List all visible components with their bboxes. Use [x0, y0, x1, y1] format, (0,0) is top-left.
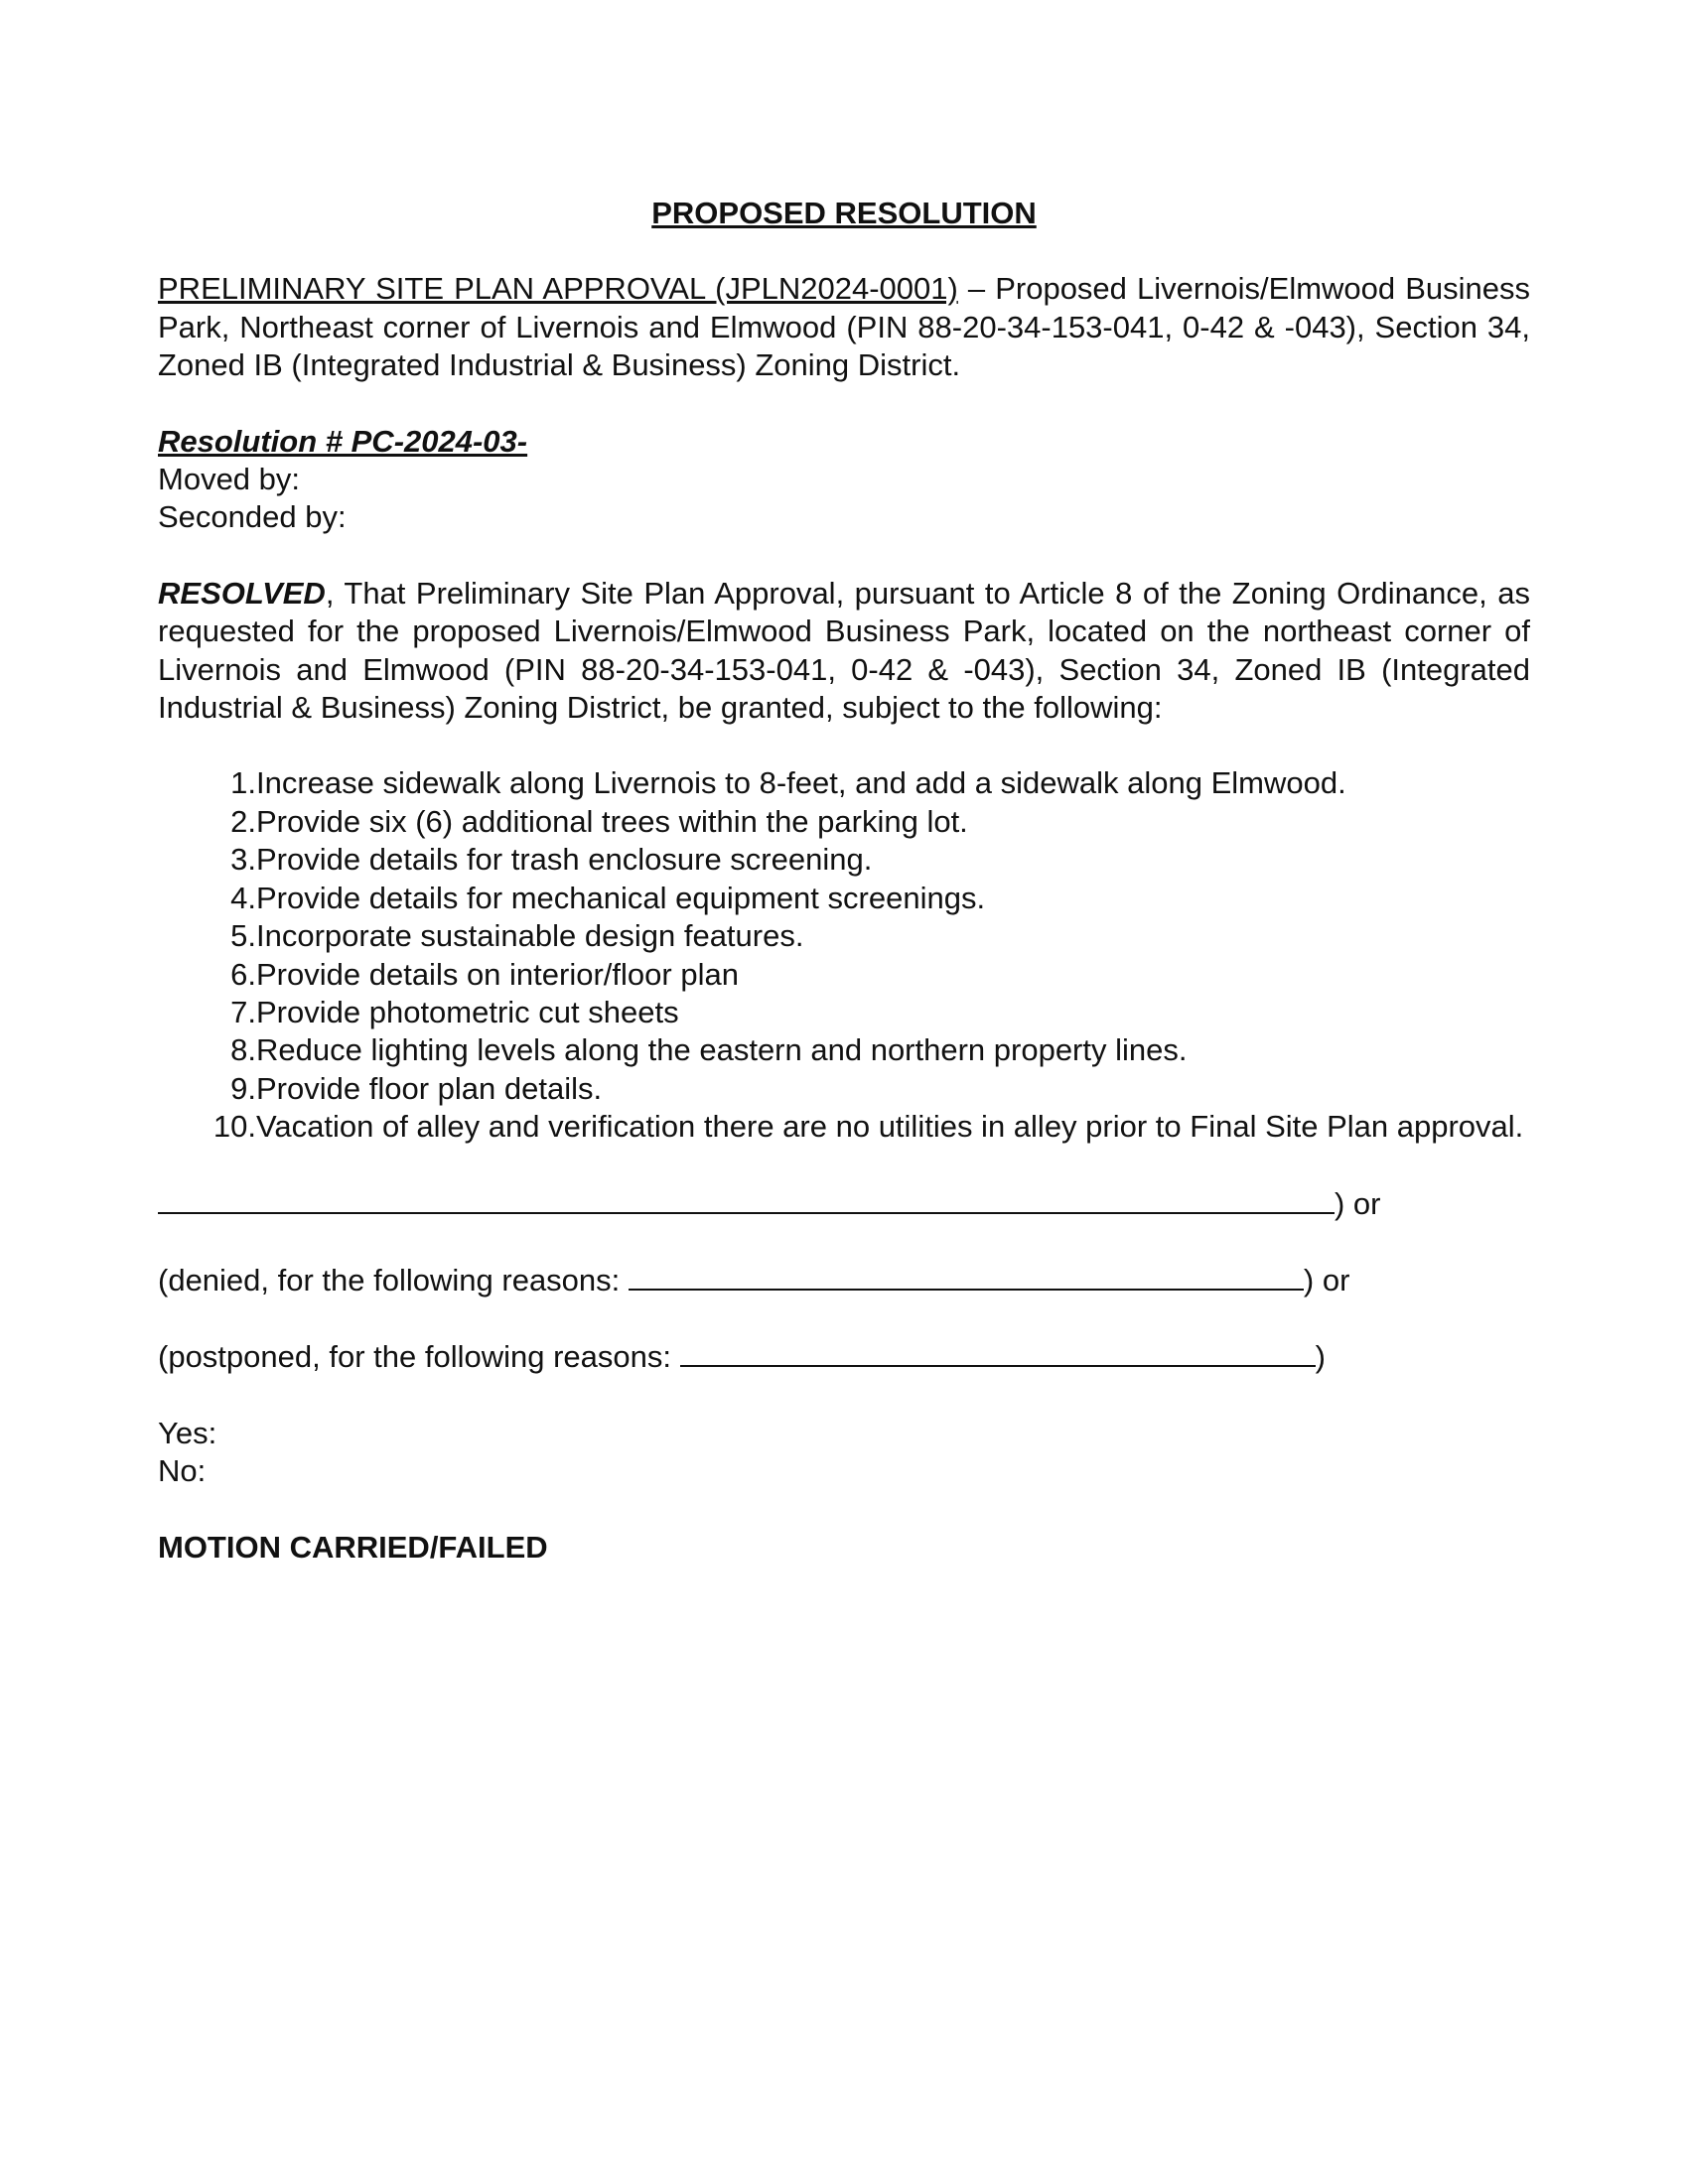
- approval-suffix: ) or: [1335, 1185, 1381, 1221]
- postponed-line: [158, 1337, 1530, 1376]
- list-item-text: Increase sidewalk along Livernois to 8-feet, and add a sidewalk along Elmwood.: [256, 765, 1346, 801]
- postponed-suffix: ): [1315, 1339, 1326, 1375]
- list-item: [158, 994, 1530, 1031]
- list-item: [158, 1108, 1530, 1146]
- list-item-number: 9.: [230, 1070, 256, 1106]
- list-item-text: Incorporate sustainable design features.: [256, 918, 804, 954]
- postponed-label: (postponed, for the following reasons:: [158, 1339, 680, 1375]
- resolved-keyword: RESOLVED: [158, 575, 326, 611]
- approval-blank-line: [158, 1184, 1530, 1223]
- postponed-underline: [680, 1337, 1316, 1367]
- intro-lead: PRELIMINARY SITE PLAN APPROVAL (JPLN2024-0001): [158, 271, 958, 307]
- list-item-text: Provide floor plan details.: [256, 1070, 603, 1106]
- resolution-number: Resolution # PC-2024-03-: [158, 423, 528, 459]
- seconded-by: Seconded by:: [158, 499, 347, 535]
- conditions-list: [158, 764, 1530, 1146]
- list-item-text: Provide details on interior/floor plan: [256, 956, 739, 992]
- list-item: [158, 956, 1530, 994]
- list-item-text: Provide photometric cut sheets: [256, 994, 679, 1029]
- list-item-number: 10.: [212, 1109, 256, 1145]
- denied-suffix: ) or: [1303, 1262, 1350, 1297]
- no-votes: No:: [158, 1453, 207, 1489]
- list-item-number: 3.: [230, 842, 256, 878]
- approval-underline: [158, 1184, 1335, 1214]
- document-page: [158, 195, 1530, 1567]
- list-item: [158, 880, 1530, 917]
- list-item: [158, 1031, 1530, 1069]
- resolved-paragraph: [158, 575, 1530, 728]
- votes-block: [158, 1415, 1530, 1491]
- intro-text: – Proposed Livernois/Elmwood Business Park, Northeast corner of Livernois and Elmwood (PIN 88-20-34-153-041, 0-42 & -043), Section 34, Zoned IB (Integrated Industrial & Business) Zoning District.: [158, 271, 1530, 383]
- list-item-number: 4.: [230, 880, 256, 915]
- list-item-number: 2.: [230, 803, 256, 839]
- list-item: [158, 841, 1530, 879]
- list-item: [158, 803, 1530, 841]
- list-item-text: Vacation of alley and verification there are no utilities in alley prior to Final Site Plan approval.: [256, 1109, 1524, 1145]
- list-item-text: Reduce lighting levels along the eastern and northern property lines.: [256, 1032, 1188, 1068]
- list-item-number: 1.: [230, 765, 256, 801]
- denied-label: (denied, for the following reasons:: [158, 1262, 629, 1297]
- yes-votes: Yes:: [158, 1415, 217, 1450]
- moved-by: Moved by:: [158, 462, 301, 497]
- denied-underline: [629, 1261, 1304, 1291]
- list-item-number: 8.: [230, 1032, 256, 1068]
- list-item-text: Provide details for trash enclosure screening.: [256, 842, 873, 878]
- intro-paragraph: [158, 270, 1530, 384]
- list-item-text: Provide six (6) additional trees within the parking lot.: [256, 803, 968, 839]
- list-item: [158, 764, 1530, 802]
- list-item-number: 5.: [230, 918, 256, 954]
- denied-line: [158, 1261, 1530, 1299]
- list-item-text: Provide details for mechanical equipment screenings.: [256, 880, 986, 915]
- resolved-text: , That Preliminary Site Plan Approval, pursuant to Article 8 of the Zoning Ordinance, as requested for the proposed Livernois/Elmwood Business Park, located on the northeast corner of Livernois and Elmwood (PIN 88-20-34-153-041, 0-42 & -043), Section 34, Zoned IB (Integrated Industrial & Business) Zoning District, be granted, subject to the following:: [158, 575, 1530, 726]
- list-item: [158, 1070, 1530, 1108]
- document-title: PROPOSED RESOLUTION: [651, 196, 1037, 230]
- list-item-number: 6.: [230, 956, 256, 992]
- list-item-number: 7.: [230, 994, 256, 1029]
- motion-result: MOTION CARRIED/FAILED: [158, 1529, 548, 1565]
- list-item: [158, 917, 1530, 955]
